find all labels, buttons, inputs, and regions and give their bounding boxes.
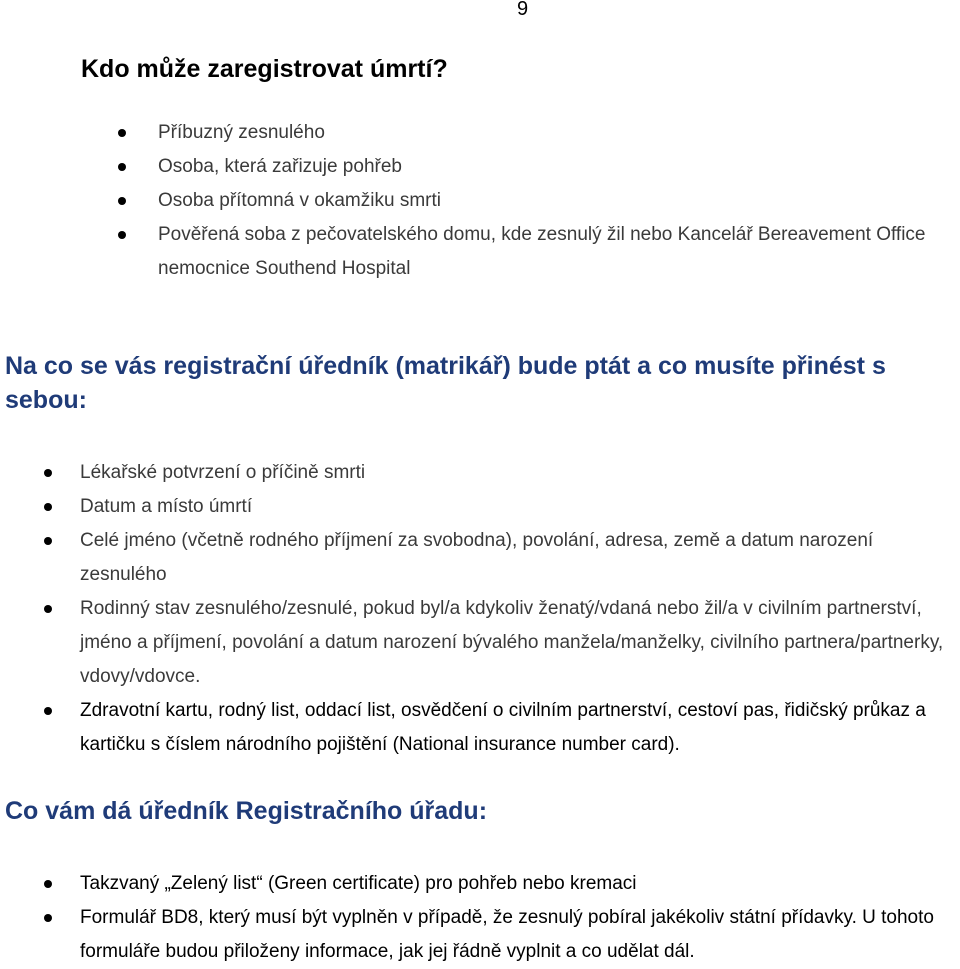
bullet-icon — [44, 469, 52, 477]
bullet-icon — [44, 605, 52, 613]
list-item — [158, 116, 958, 150]
registrar-documents-list — [80, 867, 960, 969]
list-item-text: Osoba přítomná v okamžiku smrti — [158, 190, 441, 211]
list-item — [80, 867, 960, 901]
bullet-icon — [118, 163, 126, 171]
list-item — [80, 901, 960, 969]
bullet-icon — [118, 197, 126, 205]
list-item-text: Celé jméno (včetně rodného příjmení za svobodna), povolání, adresa, země a datum narození zesnulého — [80, 530, 874, 585]
bullet-icon — [118, 231, 126, 239]
list-item-text: Takzvaný „Zelený list“ (Green certificate) pro pohřeb nebo kremaci — [80, 873, 637, 894]
list-item-text: Pověřená soba z pečovatelského domu, kde zesnulý žil nebo Kancelář Bereavement Office nemocnice Southend Hospital — [158, 224, 926, 279]
bullet-icon — [44, 537, 52, 545]
list-item — [80, 490, 955, 524]
heading-what-registrar-gives: Co vám dá úředník Registračního úřadu: — [5, 797, 488, 825]
list-item — [80, 456, 955, 490]
list-item — [80, 694, 955, 762]
heading-who-can-register: Kdo může zaregistrovat úmrtí? — [81, 55, 448, 83]
list-item-text: Osoba, která zařizuje pohřeb — [158, 156, 402, 177]
list-item — [158, 150, 958, 184]
list-item-text: Lékařské potvrzení o příčině smrti — [80, 462, 366, 483]
list-item-text: Formulář BD8, který musí být vyplněn v případě, že zesnulý pobíral jakékoliv státní přídavky. U tohoto formuláře budou přiloženy informace, jak jej řádně vyplnit a co udělat dál. — [80, 907, 934, 962]
list-item — [80, 592, 955, 694]
list-item-text: Rodinný stav zesnulého/zesnulé, pokud byl/a kdykoliv ženatý/vdaná nebo žil/a v civilním partnerství, jméno a příjmení, povolání a datum narození bývalého manžela/manželky, civilního partnera/partnerky, vdovy/vdovce. — [80, 598, 944, 687]
bullet-icon — [44, 880, 52, 888]
list-item-text: Datum a místo úmrtí — [80, 496, 253, 517]
page-number: 9 — [517, 0, 529, 20]
list-item-text: Zdravotní kartu, rodný list, oddací list, osvědčení o civilním partnerství, cestoví pas, řidičský průkaz a kartičku s číslem národního pojištění (National insurance number card). — [80, 700, 926, 755]
heading-what-registrar-asks: Na co se vás registrační úředník (matrikář) bude ptát a co musíte přinést s sebou: — [5, 352, 886, 414]
bullet-icon — [44, 503, 52, 511]
list-item — [80, 524, 955, 592]
who-can-register-list — [158, 116, 958, 286]
list-item — [158, 218, 958, 286]
list-item-text: Příbuzný zesnulého — [158, 122, 325, 143]
bullet-icon — [118, 129, 126, 137]
list-item — [158, 184, 958, 218]
registrar-requirements-list — [80, 456, 955, 762]
bullet-icon — [44, 707, 52, 715]
bullet-icon — [44, 914, 52, 922]
